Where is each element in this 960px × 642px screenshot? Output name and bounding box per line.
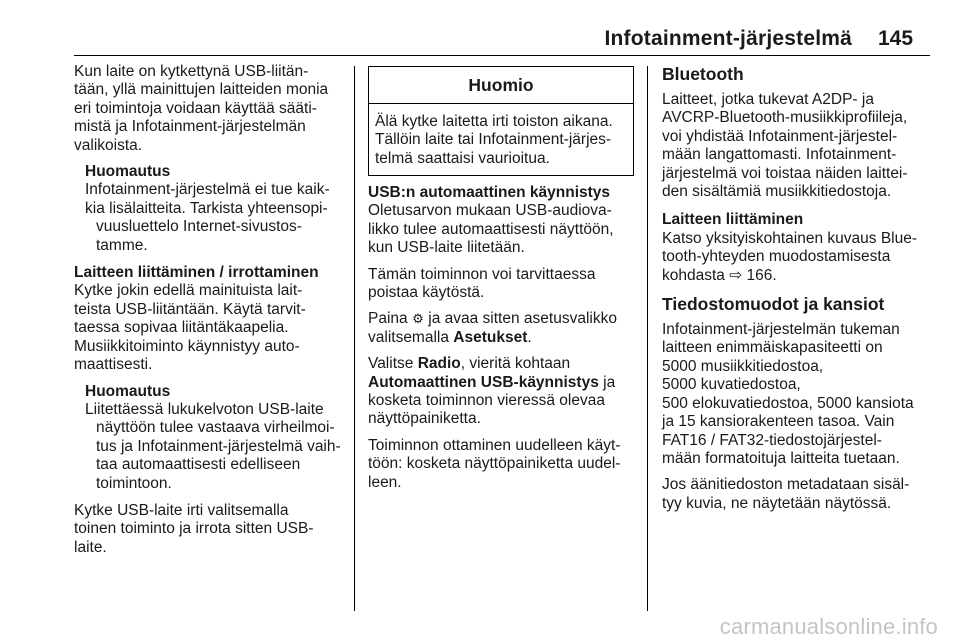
- middle-column: [368, 182, 634, 500]
- metadata-paragraph: Jos äänitiedoston metadataan sisäl- tyy kuvia, ne näytetään näytössä.: [662, 476, 910, 512]
- notice-box: [368, 66, 634, 176]
- connect-paragraph: Kytke jokin edellä mainituista lait- teista USB-liitäntään. Käytä tarvit- taessa sopivaa liitäntäkaapelia. Musiikkitoiminto käynnistyy auto- maattisesti.: [74, 282, 306, 374]
- header-rule: [74, 55, 930, 56]
- bluetooth-paragraph: Laitteet, jotka tukevat A2DP- ja AVCRP-Bluetooth-musiikkiprofiileja, voi yhdistää Infotainment-järjestel- mään langattomasti. Infotainment- järjestelmä voi toistaa näiden laittei- den sisältämiä musiikkitiedostoja.: [662, 91, 908, 201]
- intro-paragraph: Kun laite on kytkettynä USB-liitän- tään, yllä mainittujen laitteiden monia eri toimintoja voidaan käyttää sääti- mistä ja Infotainment-järjestelmän valikoista.: [74, 63, 329, 154]
- page-header-title: Infotainment-järjestelmä: [604, 27, 852, 50]
- subheading-usb-autostart: USB:n automaattinen käynnistys: [368, 184, 611, 201]
- subheading-device-connection: Laitteen liittäminen: [662, 211, 804, 229]
- reenable-paragraph: Toiminnon ottaminen uudelleen käyt- töön: kosketa näyttöpainiketta uudel- leen.: [368, 436, 621, 491]
- page-number: 145: [878, 27, 914, 50]
- note-unreadable-device: Huomautus Liitettäessä lukukelvoton USB-laite näyttöön tulee vastaava virheilmoi- tus ja Infotainment-järjestelmä vaih- taa automaattisesti edelliseen toimintoon.: [85, 383, 344, 493]
- heading-file-formats: Tiedostomuodot ja kansiot: [662, 294, 885, 315]
- page-reference-arrow-icon: ⇨: [729, 266, 743, 284]
- watermark: carmanualsonline.info: [719, 614, 938, 639]
- settings-paragraph: Paina ⚙ ja avaa sitten asetusvalikko valitsemalla Asetukset.: [368, 310, 617, 346]
- heading-bluetooth: Bluetooth: [662, 64, 744, 84]
- notice-title: Huomio: [369, 67, 633, 104]
- column-divider-right: [647, 66, 648, 611]
- disconnect-paragraph: Kytke USB-laite irti valitsemalla toinen toiminto ja irrota sitten USB- laite.: [74, 501, 314, 556]
- disable-paragraph: Tämän toiminnon voi tarvittaessa poistaa käytöstä.: [368, 265, 596, 302]
- capacity-paragraph: Infotainment-järjestelmän tukeman laitteen enimmäiskapasiteetti on 5000 musiikkitiedostoa, 5000 kuvatiedostoa, 500 elokuvatiedostoa, 5000 kansiota ja 15 kansiorakenteen tasoa. Vain FAT16 / FAT32-tiedostojärjestel- mään formatoituja laitteita tuetaan.: [662, 321, 914, 467]
- settings-icon: ⚙: [412, 311, 424, 327]
- page-reference-link[interactable]: 166.: [742, 266, 777, 284]
- settings-menu-label: Asetukset: [453, 328, 528, 346]
- note-title: Huomautus: [85, 382, 171, 400]
- right-column: [662, 63, 930, 521]
- left-column: [74, 63, 344, 565]
- column-divider-left: [354, 66, 355, 611]
- note-title: Huomautus: [85, 163, 171, 181]
- notice-body: Älä kytke laitetta irti toiston aikana. Tällöin laite tai Infotainment-järjes- telmä saattaisi vaurioitua.: [375, 113, 613, 167]
- connection-reference-paragraph: Katso yksityiskohtainen kuvaus Blue- tooth-yhteyden muodostamisesta kohdasta ⇨ 166.: [662, 229, 918, 284]
- subheading-connect-disconnect: Laitteen liittäminen / irrottaminen: [74, 264, 319, 282]
- select-radio-paragraph: Valitse Radio, vieritä kohtaan Automaattinen USB-käynnistys ja kosketa toiminnon vieressä olevaa näyttöpainiketta.: [368, 355, 616, 428]
- autostart-paragraph: Oletusarvon mukaan USB-audiova- likko tulee automaattisesti näyttöön, kun USB-laite liitetään.: [368, 202, 614, 257]
- note-compatibility: Huomautus Infotainment-järjestelmä ei tue kaik- kia lisälaitteita. Tarkista yhteensopi- vuusluettelo Internet-sivustos- tamme.: [85, 163, 344, 255]
